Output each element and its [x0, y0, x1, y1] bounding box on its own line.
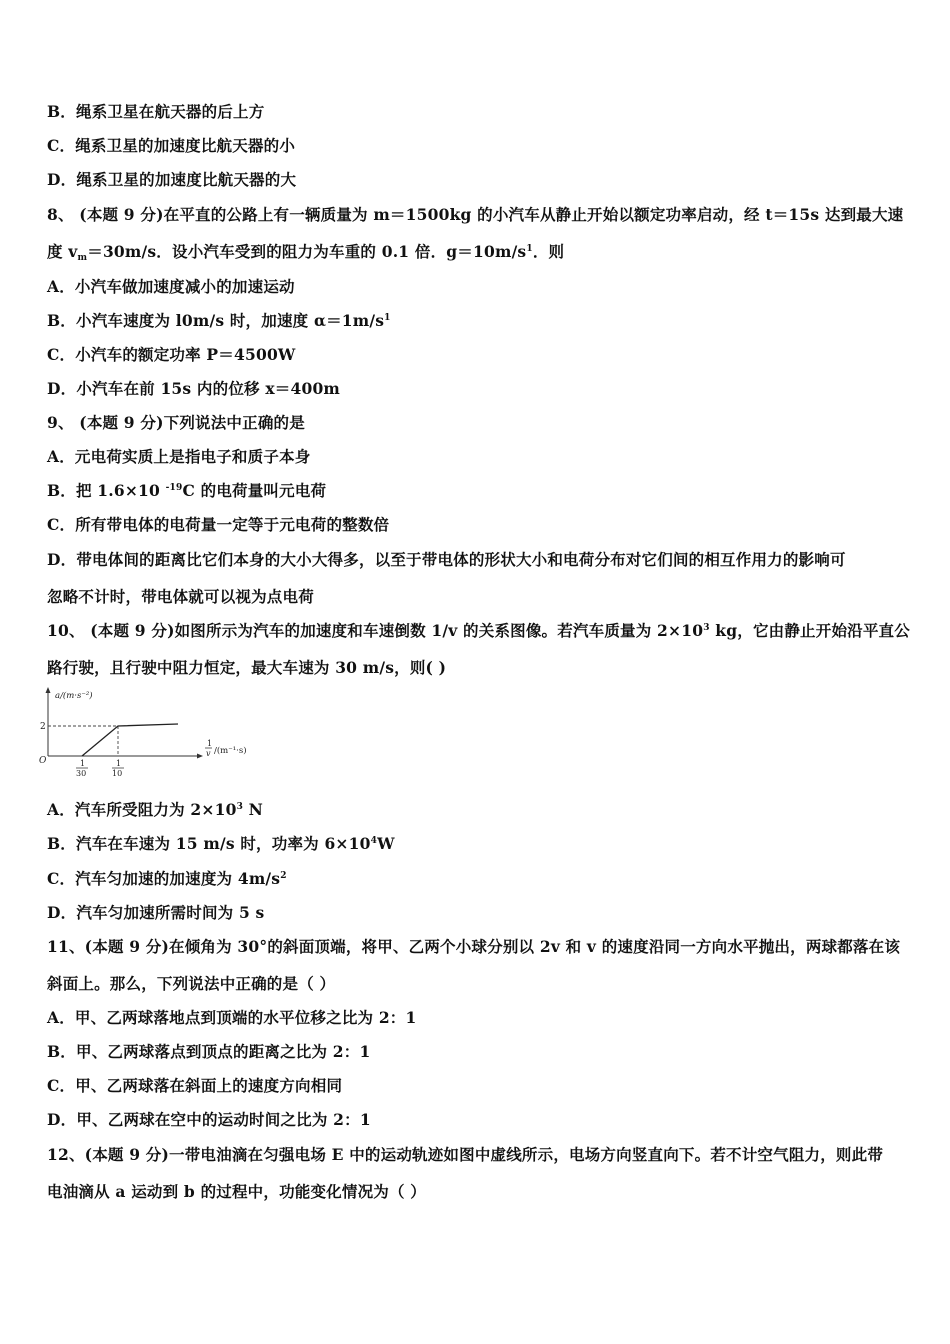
text-segment: 11、(本题 9 分)在倾角为 30°的斜面顶端，将甲、乙两个小球分别以 2v 和 v 的速度沿同一方向水平抛出，两球都落在该	[47, 937, 901, 956]
superscript: 2	[280, 871, 287, 881]
text-line	[47, 102, 264, 122]
text-line	[47, 205, 903, 225]
text-line	[47, 345, 296, 365]
text-segment: ＝30m/s．设小汽车受到的阻力为车重的 0.1 倍．g＝10m/s	[87, 242, 527, 261]
text-line	[47, 937, 900, 957]
text-segment: A．小汽车做加速度减小的加速运动	[47, 277, 295, 296]
text-segment: A．甲、乙两球落地点到顶端的水平位移之比为 2：1	[47, 1008, 417, 1027]
text-line	[47, 834, 395, 854]
subscript: m	[77, 253, 88, 263]
graph-line	[82, 724, 178, 756]
text-line	[47, 170, 296, 190]
x-axis-label: /(m⁻¹·s)	[214, 746, 247, 756]
text-line	[47, 136, 295, 156]
text-segment: B．把 1.6×10	[47, 481, 166, 500]
text-segment: C．绳系卫星的加速度比航天器的小	[47, 136, 296, 155]
text-segment: D．带电体间的距离比它们本身的大小大得多，以至于带电体的形状大小和电荷分布对它们间的相互作用力的影响可	[47, 550, 846, 569]
text-segment: D．甲、乙两球在空中的运动时间之比为 2：1	[47, 1110, 371, 1129]
text-segment: B．小汽车速度为 l0m/s 时，加速度 α＝1m/s	[47, 311, 385, 330]
superscript: 3	[236, 802, 244, 812]
text-segment: 12、(本题 9 分)一带电油滴在匀强电场 E 中的运动轨迹如图中虚线所示，电场方向竖直向下。若不计空气阻力，则此带	[47, 1145, 884, 1164]
text-line	[47, 481, 326, 501]
text-line	[47, 974, 335, 994]
text-segment: A．元电荷实质上是指电子和质子本身	[47, 447, 311, 466]
origin-label: O	[39, 756, 47, 766]
text-segment: C 的电荷量叫元电荷	[182, 481, 327, 500]
text-line	[47, 1008, 417, 1028]
text-segment: C．所有带电体的电荷量一定等于元电荷的整数倍	[47, 515, 390, 534]
text-segment: ．则	[532, 242, 565, 261]
x-tick-1-num: 1	[80, 759, 86, 768]
text-line	[47, 413, 305, 433]
text-segment: N	[243, 800, 264, 819]
text-line	[47, 869, 287, 889]
text-line	[47, 515, 389, 535]
text-line	[47, 903, 264, 923]
y-axis-label: a/(m·s⁻²)	[55, 691, 93, 701]
text-segment: B．绳系卫星在航天器的后上方	[47, 102, 265, 121]
text-segment: C．汽车匀加速的加速度为 4m/s	[47, 869, 281, 888]
superscript: 1	[526, 244, 533, 254]
text-line	[47, 1145, 883, 1165]
x-tick-1-den: 30	[76, 769, 87, 778]
text-segment: 斜面上。那么，下列说法中正确的是（ ）	[47, 974, 336, 993]
superscript: -19	[165, 483, 183, 493]
text-line	[47, 658, 446, 678]
text-segment: 10、 (本题 9 分)如图所示为汽车的加速度和车速倒数 1/v 的关系图像。若汽车质量为 2×10	[47, 621, 704, 640]
text-line	[47, 621, 910, 641]
text-segment: 8、 (本题 9 分)在平直的公路上有一辆质量为 m＝1500kg 的小汽车从静止开始以额定功率启动，经 t＝15s 达到最大速	[47, 205, 904, 224]
text-segment: C．甲、乙两球落在斜面上的速度方向相同	[47, 1076, 343, 1095]
y-axis-arrow	[46, 687, 51, 693]
text-line	[47, 1110, 371, 1130]
text-segment: A．汽车所受阻力为 2×10	[47, 800, 237, 819]
text-line	[47, 379, 340, 399]
text-line	[47, 1182, 426, 1202]
text-line	[47, 242, 564, 262]
superscript: 1	[384, 313, 391, 323]
text-segment: D．绳系卫星的加速度比航天器的大	[47, 170, 297, 189]
text-line	[47, 311, 391, 331]
superscript: 3	[703, 623, 710, 633]
text-segment: 路行驶，且行驶中阻力恒定，最大车速为 30 m/s，则( )	[47, 658, 447, 677]
x-axis-arrow	[197, 754, 203, 759]
text-segment: B．汽车在车速为 15 m/s 时，功率为 6×10	[47, 834, 371, 853]
text-line	[47, 1076, 342, 1096]
y-tick-label: 2	[40, 722, 46, 732]
text-segment: W	[377, 834, 395, 853]
x-tick-2-den: 10	[112, 769, 123, 778]
text-segment: B．甲、乙两球落点到顶点的距离之比为 2：1	[47, 1042, 371, 1061]
text-segment: kg，它由静止开始沿平直公	[709, 621, 910, 640]
text-segment: 电油滴从 a 运动到 b 的过程中，功能变化情况为（ ）	[47, 1182, 426, 1201]
superscript: 4	[370, 836, 378, 846]
text-line	[47, 800, 263, 820]
text-segment: 忽略不计时，带电体就可以视为点电荷	[47, 587, 314, 606]
text-segment: C．小汽车的额定功率 P＝4500W	[47, 345, 296, 364]
text-segment: 9、 (本题 9 分)下列说法中正确的是	[47, 413, 305, 432]
text-segment: 度 v	[47, 242, 78, 261]
text-segment: D．小汽车在前 15s 内的位移 x＝400m	[47, 379, 341, 398]
acceleration-vs-inverse-speed-graph	[40, 684, 260, 784]
text-line	[47, 1042, 370, 1062]
text-line	[47, 277, 295, 297]
x-axis-label-num: 1	[207, 739, 213, 748]
text-line	[47, 550, 846, 570]
text-line	[47, 447, 310, 467]
text-line	[47, 587, 314, 607]
x-axis-label-den: v	[206, 749, 211, 758]
x-tick-2-num: 1	[116, 759, 122, 768]
text-segment: D．汽车匀加速所需时间为 5 s	[47, 903, 265, 922]
